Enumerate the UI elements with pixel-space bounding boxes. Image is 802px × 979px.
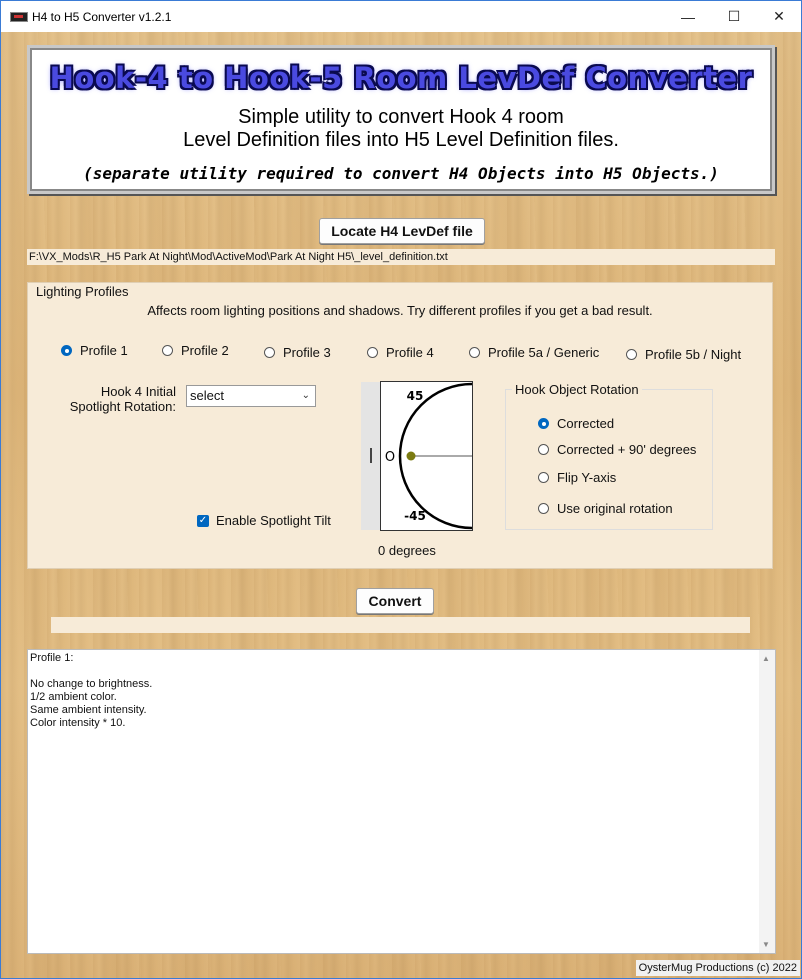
radio-indicator <box>162 345 173 356</box>
footer-credit: OysterMug Productions (c) 2022 <box>636 960 800 976</box>
scroll-down-arrow-icon[interactable]: ▼ <box>762 940 770 949</box>
profile-3-radio[interactable] <box>264 345 331 360</box>
output-log[interactable] <box>27 649 776 954</box>
dial-graphic <box>381 382 472 530</box>
header-banner <box>27 45 775 194</box>
checkmark-icon: ✓ <box>198 514 208 526</box>
title-bar[interactable] <box>1 1 801 32</box>
spotlight-rotation-label <box>68 384 176 414</box>
profile-5a-radio[interactable] <box>469 345 599 360</box>
radio-selected-indicator <box>538 418 549 429</box>
file-path-display: F:\VX_Mods\R_H5 Park At Night\Mod\ActiveMod\Park At Night H5\_level_definition.txt <box>27 249 775 265</box>
banner-note: (separate utility required to convert H4 Objects into H5 Objects.) <box>83 164 719 183</box>
spotlight-tilt-checkbox[interactable] <box>197 513 331 528</box>
progress-bar <box>51 617 750 633</box>
spotlight-rotation-label-line-1: Hook 4 Initial <box>100 384 176 399</box>
rotation-slider[interactable] <box>361 382 381 530</box>
lighting-profiles-group <box>27 282 773 569</box>
banner-subtitle-line-1: Simple utility to convert Hook 4 room <box>238 106 564 128</box>
profile-4-label: Profile 4 <box>386 345 434 360</box>
rotation-corrected-90-radio[interactable] <box>538 442 696 457</box>
radio-indicator <box>538 472 549 483</box>
hook-object-rotation-label: Hook Object Rotation <box>512 382 642 397</box>
rotation-corrected-radio[interactable] <box>538 416 614 431</box>
rotation-corrected-90-label: Corrected + 90' degrees <box>557 442 697 457</box>
log-scrollbar[interactable] <box>759 650 775 953</box>
rotation-readout: 0 degrees <box>378 543 436 558</box>
rotation-original-radio[interactable] <box>538 501 673 516</box>
profile-1-radio[interactable] <box>61 343 128 358</box>
radio-indicator <box>367 347 378 358</box>
maximize-button[interactable]: ☐ <box>727 8 741 24</box>
profile-1-label: Profile 1 <box>80 343 128 358</box>
rotation-flip-y-radio[interactable] <box>538 470 616 485</box>
radio-selected-indicator <box>61 345 72 356</box>
spotlight-rotation-select[interactable] <box>186 385 316 407</box>
profile-2-label: Profile 2 <box>181 343 229 358</box>
rotation-flip-y-label: Flip Y-axis <box>557 470 617 485</box>
profile-5b-label: Profile 5b / Night <box>645 347 742 362</box>
rotation-original-label: Use original rotation <box>557 501 673 516</box>
spotlight-rotation-dial[interactable] <box>380 381 473 531</box>
output-log-text: Profile 1: No change to brightness. 1/2 ambient color. Same ambient intensity. Color intensity * 10. <box>30 652 153 729</box>
banner-title: Hook-4 to Hook-5 Room LevDef Converter <box>49 61 753 95</box>
profile-4-radio[interactable] <box>367 345 434 360</box>
convert-button[interactable]: Convert <box>356 588 434 614</box>
dial-bottom-label: -45 <box>404 509 426 523</box>
lighting-profiles-label: Lighting Profiles <box>36 284 129 299</box>
scroll-up-arrow-icon[interactable]: ▲ <box>762 654 770 663</box>
rotation-corrected-label: Corrected <box>557 416 615 431</box>
window-title: H4 to H5 Converter v1.2.1 <box>32 10 172 24</box>
app-icon <box>10 12 28 22</box>
close-button[interactable]: ✕ <box>773 8 785 24</box>
radio-indicator <box>469 347 480 358</box>
profile-2-radio[interactable] <box>162 343 229 358</box>
radio-indicator <box>264 347 275 358</box>
banner-subtitle-line-2: Level Definition files into H5 Level Definition files. <box>183 129 619 151</box>
profile-3-label: Profile 3 <box>283 345 331 360</box>
chevron-down-icon: ⌄ <box>301 390 310 401</box>
spotlight-rotation-label-line-2: Spotlight Rotation: <box>69 399 176 414</box>
locate-levdef-button[interactable]: Locate H4 LevDef file <box>319 218 485 244</box>
minimize-button[interactable]: — <box>681 8 695 25</box>
dial-center-label: O <box>384 450 396 465</box>
spotlight-tilt-label: Enable Spotlight Tilt <box>216 513 331 528</box>
profile-5b-radio[interactable] <box>626 347 741 362</box>
lighting-profiles-description: Affects room lighting positions and shadows. Try different profiles if you get a bad result. <box>147 303 653 318</box>
radio-indicator <box>538 444 549 455</box>
radio-indicator <box>626 349 637 360</box>
spotlight-rotation-value: select <box>190 388 224 403</box>
dial-top-label: 45 <box>406 389 424 403</box>
dial-handle[interactable] <box>407 452 416 461</box>
profile-5a-label: Profile 5a / Generic <box>488 345 600 360</box>
radio-indicator <box>538 503 549 514</box>
